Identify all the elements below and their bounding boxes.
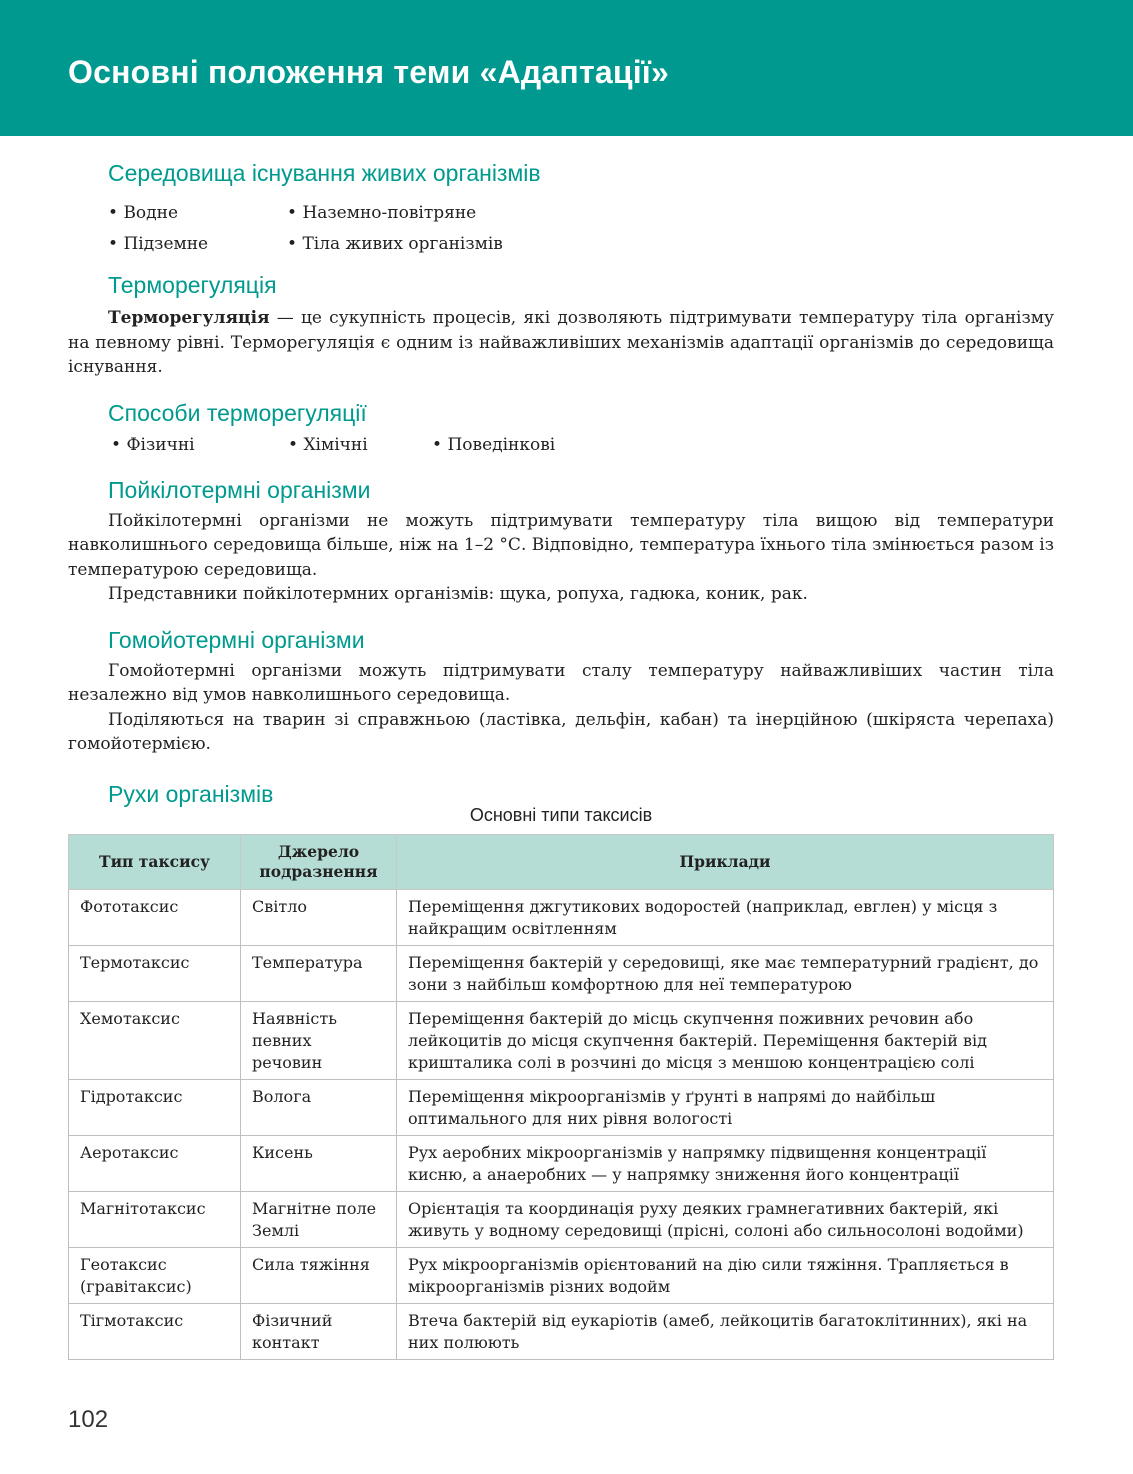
page-number: 102 [68,1406,109,1433]
cell-source: Магнітне поле Землі [241,1191,397,1247]
poikilotherms-paragraph: Пойкілотермні організми не можуть підтримувати температуру тіла вищою від температури навколишнього середовища більше, ніж на 1–2 °С. Відповідно, температура їхнього тіла змінюється разом із температурою середовища. [68,510,1054,580]
cell-type: Хемотаксис [69,1001,241,1079]
column-header-source: Джерело подразнення [241,834,397,889]
cell-examples: Рух аеробних мікроорганізмів у напрямку підвищення концентрації кисню, а анаеробних — у напрямку зниження його концентрації [397,1135,1054,1191]
table-row [69,1303,1054,1359]
table-row [69,889,1054,945]
table-row [69,945,1054,1001]
section-thermoregulation-methods [68,396,1054,461]
homeotherms-paragraph: Гомойотермні організми можуть підтримувати сталу температуру найважливіших частин тіла незалежно від умов навколишнього середовища. [68,660,1054,705]
section-heading-homeotherms: Гомойотермні організми [108,626,365,653]
cell-source: Температура [241,945,397,1001]
cell-examples: Рух мікроорганізмів орієнтований на дію сили тяжіння. Трапляється в мікроорганізмів різних водойм [397,1247,1054,1303]
table-row [69,1247,1054,1303]
list-item: • Наземно-повітряне [287,198,476,229]
cell-examples: Переміщення джгутикових водоростей (наприклад, евглен) у місця з найкращим освітленням [397,889,1054,945]
homeotherms-types: Поділяються на тварин зі справжньою (ластівка, дельфін, кабан) та інерційною (шкіряста черепаха) гомойотермією. [68,709,1054,754]
list-item: • Підземне [108,229,287,260]
cell-source: Наявність певних речовин [241,1001,397,1079]
cell-examples: Втеча бактерій від еукаріотів (амеб, лейкоцитів багатоклітинних), які на них полюють [397,1303,1054,1359]
list-item: • Тіла живих організмів [287,229,503,260]
section-heading-habitats: Середовища існування живих організмів [108,160,541,186]
table-row [69,1001,1054,1079]
habitats-list [68,198,1054,260]
cell-type: Геотаксис (гравітаксис) [69,1247,241,1303]
cell-type: Термотаксис [69,945,241,1001]
cell-type: Аеротаксис [69,1135,241,1191]
cell-source: Сила тяжіння [241,1247,397,1303]
list-item: • Водне [108,198,287,229]
cell-examples: Орієнтація та координація руху деяких грамнегативних бактерій, які живуть у водному середовищі (прісні, солоні або сильносолоні водойми) [397,1191,1054,1247]
section-thermoregulation [68,268,1054,380]
cell-source: Волога [241,1079,397,1135]
cell-examples: Переміщення бактерій у середовищі, яке має температурний градієнт, до зони з найбільш комфортною для неї температурою [397,945,1054,1001]
table-header-row [69,834,1054,889]
section-homeotherms [68,623,1054,757]
section-movements [68,777,1054,1360]
cell-type: Фототаксис [69,889,241,945]
section-habitats [68,156,1054,260]
taxis-table [68,834,1054,1360]
header-band [0,0,1133,136]
list-item: • Хімічні [288,430,432,461]
cell-source: Світло [241,889,397,945]
table-row [69,1079,1054,1135]
cell-type: Магнітотаксис [69,1191,241,1247]
column-header-type: Тип таксису [69,834,241,889]
section-heading-movements: Рухи організмів [108,780,274,807]
cell-source: Кисень [241,1135,397,1191]
table-caption: Основні типи таксисів [469,804,653,825]
main-content [68,156,1054,1360]
section-heading-methods: Способи терморегуляції [108,399,367,426]
term-bold: Терморегуляція [108,308,270,328]
cell-source: Фізичний контакт [241,1303,397,1359]
table-row [69,1191,1054,1247]
column-header-examples: Приклади [397,834,1054,889]
section-heading-thermoregulation: Терморегуляція [108,272,277,298]
cell-examples: Переміщення бактерій до місць скупчення поживних речовин або лейкоцитів до місця скупчення бактерій. Переміщення бактерій від кришталика солі в розчині до місця з меншою концентрацією солі [397,1001,1054,1079]
definition-text: — це сукупність процесів, які дозволяють підтримувати температуру тіла організму на певному рівні. Терморегуляція є одним із найважливіших механізмів адаптації організмів до середовища існування. [68,308,1054,377]
list-item: • Поведінкові [432,430,555,461]
table-row [69,1135,1054,1191]
cell-type: Тігмотаксис [69,1303,241,1359]
poikilotherms-examples: Представники пойкілотермних організмів: щука, ропуха, гадюка, коник, рак. [108,584,808,604]
cell-examples: Переміщення мікроорганізмів у ґрунті в напрямі до найбільш оптимального для них рівня вологості [397,1079,1054,1135]
section-poikilotherms [68,473,1054,607]
section-heading-poikilotherms: Пойкілотермні організми [108,476,371,503]
methods-list [68,430,1054,461]
page-title: Основні положення теми «Адаптації» [68,54,669,90]
cell-type: Гідротаксис [69,1079,241,1135]
thermoregulation-definition [68,306,1054,380]
list-item: • Фізичні [111,430,288,461]
